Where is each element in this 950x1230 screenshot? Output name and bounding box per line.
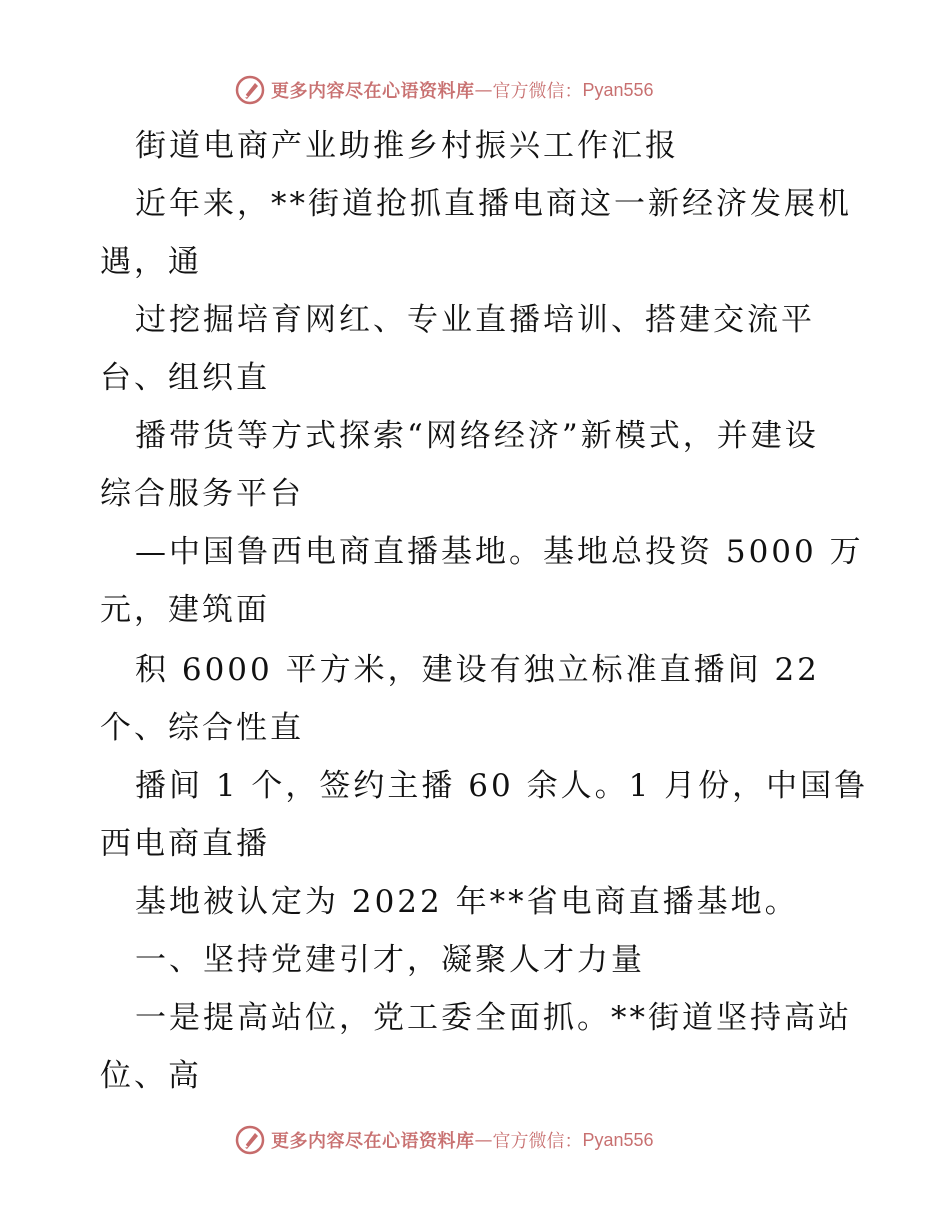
- watermark-contact-label: 官方微信：: [492, 81, 583, 102]
- watermark-text: 更多内容尽在心语资料库: [271, 81, 475, 102]
- paragraph-line: 西电商直播: [100, 826, 270, 862]
- watermark-separator: —: [474, 79, 493, 101]
- paragraph-line: 近年来，**街道抢抓直播电商这一新经济发展机: [135, 186, 852, 222]
- watermark-contact-id: Pyan556: [582, 79, 654, 100]
- paragraph-line: 个、综合性直: [100, 710, 304, 746]
- paragraph-line: 台、组织直: [100, 360, 270, 396]
- paragraph-line: 积 6000 平方米，建设有独立标准直播间 22: [135, 652, 820, 688]
- document-title: 街道电商产业助推乡村振兴工作汇报: [135, 128, 679, 164]
- paragraph-line: 播带货等方式探索“网络经济”新模式，并建设: [135, 418, 819, 454]
- watermark-contact-id: Pyan556: [582, 1129, 654, 1150]
- section-heading: 一、坚持党建引才，凝聚人才力量: [135, 942, 645, 978]
- paragraph-line: 一是提高站位，党工委全面抓。**街道坚持高站: [135, 1000, 852, 1036]
- paragraph-line: 过挖掘培育网红、专业直播培训、搭建交流平: [135, 302, 815, 338]
- paragraph-line: —中国鲁西电商直播基地。基地总投资 5000 万: [135, 534, 864, 570]
- pen-logo-icon: [235, 1125, 265, 1155]
- watermark-separator: —: [474, 1129, 493, 1151]
- paragraph-line: 遇，通: [100, 244, 202, 280]
- watermark-text: 更多内容尽在心语资料库: [271, 1131, 475, 1152]
- paragraph-line: 基地被认定为 2022 年**省电商直播基地。: [135, 884, 799, 920]
- footer-watermark: [235, 1122, 654, 1158]
- pen-logo-icon: [235, 75, 265, 105]
- paragraph-line: 元，建筑面: [100, 592, 270, 628]
- paragraph-line: 播间 1 个，签约主播 60 余人。1 月份，中国鲁: [135, 768, 869, 804]
- paragraph-line: 综合服务平台: [100, 476, 304, 512]
- paragraph-line: 位、高: [100, 1058, 202, 1094]
- watermark-contact-label: 官方微信：: [492, 1131, 583, 1152]
- header-watermark: [235, 72, 654, 108]
